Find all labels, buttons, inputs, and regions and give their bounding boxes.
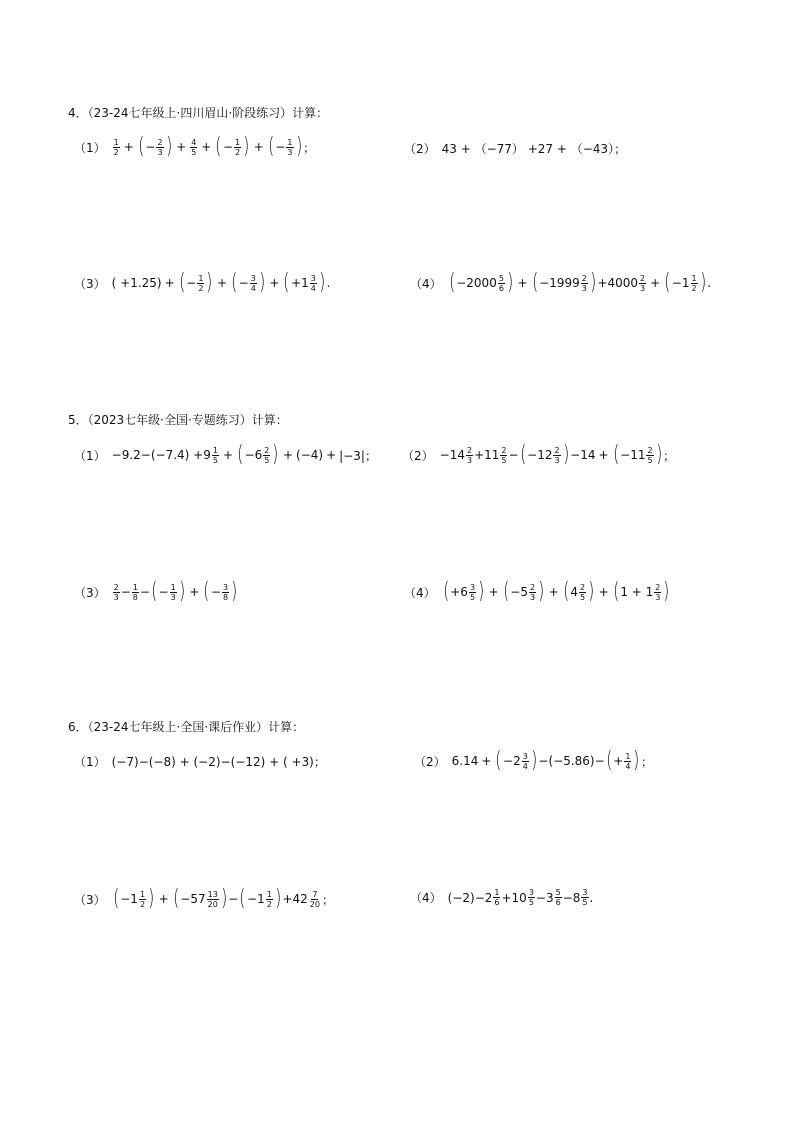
- problem-6-4: [410, 888, 593, 907]
- problem-expression: 43 + （−77） +27 + （−43）；: [441, 142, 627, 156]
- section-5-title: 5．（2023七年级·全国·专题练习）计算：: [68, 413, 288, 427]
- section-4-title: 4．（23-24七年级上·四川眉山·阶段练习）计算：: [68, 106, 329, 120]
- problem-5-3: [74, 581, 239, 603]
- problem-expression: −9.2−(−7.4) +9 $\frac{1}{5}$ + ( −6 $\frac{2}{5}$ ) + (−4) + |−3|；: [111, 442, 377, 467]
- problem-number: （2）: [414, 754, 446, 769]
- problem-4-1: [74, 136, 315, 158]
- problem-number: （3）: [74, 276, 106, 291]
- problem-number: （4）: [404, 585, 436, 600]
- problem-expression: −14 $\frac{2}{3}$ +11 $\frac{2}{5}$ − ( −12 $\frac{2}{3}$ ) −14 + ( −11 $\frac{2}{5}$ ) ；: [439, 442, 676, 467]
- problem-expression: $\frac{2}{3}$ − $\frac{1}{8}$ − ( − $\frac{1}{3}$ ) + ( − $\frac{3}{8}$ ): [113, 579, 238, 604]
- problem-number: （3）: [74, 892, 106, 907]
- problem-expression: (−2)−2 $\frac{1}{6}$ +10 $\frac{3}{5}$ −3 $\frac{5}{6}$ −8 $\frac{3}{5}$ .: [447, 888, 594, 907]
- problem-expression: ( −2000 $\frac{5}{6}$ ) + ( −1999 $\frac{2}{3}$ ) +4000 $\frac{2}{3}$ + ( −1 $\frac{1}{2}$ ) .: [448, 270, 712, 295]
- problem-6-3: [74, 888, 334, 910]
- problem-number: （4）: [410, 276, 442, 291]
- problem-4-3: [74, 272, 330, 294]
- problem-number: （1）: [74, 448, 106, 463]
- problem-5-2: [402, 444, 675, 466]
- problem-expression: ( −1 $\frac{1}{2}$ ) + ( −57 $\frac{13}{20}$ ) − ( −1 $\frac{1}{2}$ ) +42 $\frac{7}{20}$ ；: [112, 886, 334, 911]
- problem-6-1: [74, 753, 326, 770]
- problem-expression: 6.14 + ( −2 $\frac{3}{4}$ ) −(−5.86)− ( + $\frac{1}{4}$ ) ；: [451, 748, 654, 773]
- problem-expression: ( +6 $\frac{3}{5}$ ) + ( −5 $\frac{2}{3}$ ) + ( 4 $\frac{2}{5}$ ) + ( 1 + 1 $\frac{2}{3}$ ): [442, 579, 670, 604]
- problem-5-1: [74, 444, 377, 466]
- problem-expression: (−7)−(−8) + (−2)−(−12) + ( +3)；: [111, 755, 326, 769]
- problem-number: （1）: [74, 140, 106, 155]
- problem-4-4: [410, 272, 711, 294]
- problem-4-2: [404, 140, 626, 157]
- problem-expression: $\frac{1}{2}$ + ( − $\frac{2}{3}$ ) + $\frac{4}{5}$ + ( − $\frac{1}{2}$ ) + ( − $\frac{1}{3}$ ) ；: [113, 134, 316, 159]
- problem-5-4: [404, 581, 671, 603]
- problem-number: （4）: [410, 891, 442, 905]
- problem-number: （2）: [404, 142, 436, 156]
- problem-number: （2）: [402, 448, 434, 463]
- problem-6-2: [414, 750, 653, 772]
- section-6-title: 6．（23-24七年级上·全国·课后作业）计算：: [68, 720, 305, 734]
- problem-number: （3）: [74, 585, 106, 600]
- problem-number: （1）: [74, 755, 106, 769]
- problem-expression: ( +1.25) + ( − $\frac{1}{2}$ ) + ( − $\frac{3}{4}$ ) + ( +1 $\frac{3}{4}$ ) .: [111, 270, 331, 295]
